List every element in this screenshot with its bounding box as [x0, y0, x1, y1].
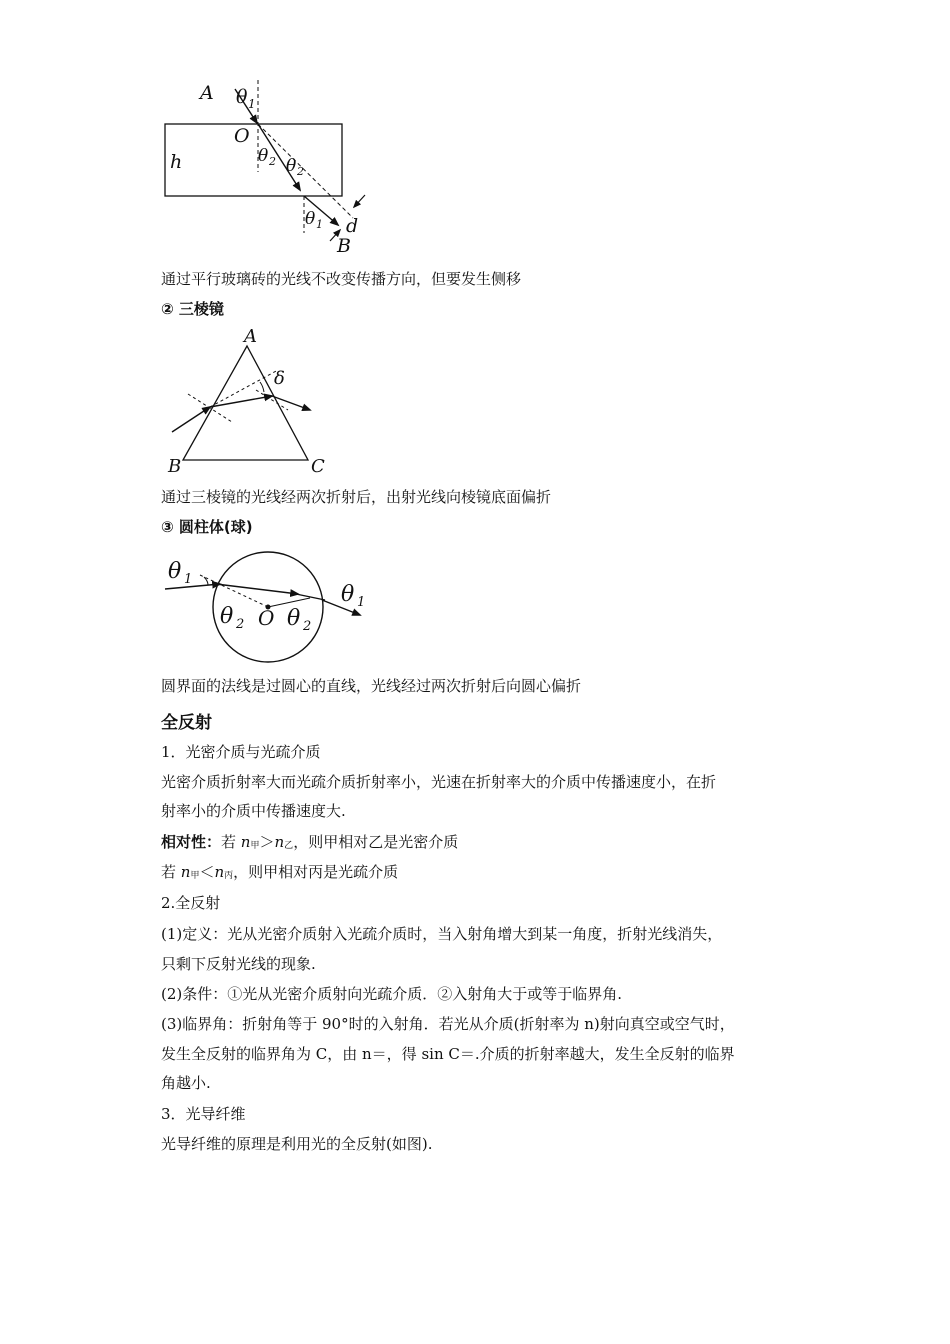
label-A: A: [200, 82, 214, 104]
label-theta1: θ: [236, 86, 248, 108]
heading-total-reflection: 全反射: [161, 713, 212, 733]
def-line2: 只剩下反射光线的现象.: [161, 955, 316, 973]
label-theta1-b: θ: [305, 209, 316, 229]
condition-line: (2)条件：①光从光密介质射向光疏介质．②入射角大于或等于临界角.: [161, 985, 623, 1003]
svg-text:2: 2: [297, 165, 304, 178]
label-s-theta2-a: θ: [220, 604, 234, 629]
prism-inside: [210, 396, 272, 407]
label-s-theta1-b: θ: [341, 582, 355, 607]
svg-text:1: 1: [184, 572, 193, 587]
prism-incident: [172, 407, 210, 432]
def-line1: (1)定义：光从光密介质射入光疏介质时，当入射角增大到某一角度，折射光线消失，: [161, 925, 723, 943]
label-s-O: O: [258, 606, 275, 630]
section-sphere-title: ③ 圆柱体(球): [161, 518, 253, 536]
caption-sphere: 圆界面的法线是过圆心的直线，光线经过两次折射后向圆心偏折: [161, 677, 582, 695]
prism-figure: [160, 322, 340, 478]
parallel-slab-figure: [150, 75, 380, 260]
label-d: d: [346, 215, 359, 237]
label-prism-C: C: [311, 456, 325, 477]
svg-text:1: 1: [248, 97, 256, 111]
p1-title: 1．光密介质与光疏介质: [161, 743, 321, 761]
svg-text:2: 2: [269, 155, 276, 168]
critical-line3: 角越小.: [161, 1074, 211, 1092]
critical-line1: (3)临界角：折射角等于 90°时的入射角．若光从介质(折射率为 n)射向真空或空气时，: [161, 1015, 735, 1033]
sphere-figure: [160, 545, 375, 667]
relativity-line1: 相对性：若 n甲＞n乙，则甲相对乙是光密介质: [161, 833, 459, 851]
p3-title: 3．光导纤维: [161, 1105, 246, 1123]
caption-prism: 通过三棱镜的光线经两次折射后，出射光线向棱镜底面偏折: [161, 488, 552, 506]
p1-line2: 射率小的介质中传播速度大.: [161, 802, 346, 820]
label-s-theta1: θ: [168, 559, 182, 584]
label-prism-A: A: [244, 326, 257, 347]
label-B: B: [337, 235, 351, 257]
label-theta2-a: θ: [258, 146, 269, 166]
label-theta2-b: θ: [286, 156, 297, 176]
sphere-incident: [165, 584, 220, 589]
svg-text:2: 2: [236, 617, 245, 632]
svg-text:1: 1: [357, 595, 366, 610]
sphere-inside: [216, 584, 298, 594]
relativity-label: 相对性：: [161, 833, 222, 851]
p1-line1: 光密介质折射率大而光疏介质折射率小，光速在折射率大的介质中传播速度小，在折: [161, 773, 717, 791]
svg-text:2: 2: [303, 619, 312, 634]
label-s-theta2-b: θ: [287, 606, 301, 631]
label-prism-B: B: [168, 456, 182, 477]
critical-line2: 发生全反射的临界角为 C，由 n＝，得 sin C＝.介质的折射率越大，发生全反射的临界: [161, 1045, 735, 1063]
svg-text:1: 1: [316, 218, 323, 231]
relativity-line2: 若 n甲＜n丙，则甲相对丙是光疏介质: [161, 863, 399, 881]
section-prism-title: ② 三棱镜: [161, 300, 224, 318]
label-h: h: [170, 151, 183, 173]
caption-slab: 通过平行玻璃砖的光线不改变传播方向，但要发生侧移: [161, 270, 522, 288]
p3-line1: 光导纤维的原理是利用光的全反射(如图).: [161, 1135, 433, 1153]
extended-ray: [258, 124, 353, 218]
label-O: O: [234, 125, 250, 147]
p2-title: 2.全反射: [161, 894, 221, 912]
label-delta: δ: [274, 368, 285, 389]
slab-rect: [165, 124, 342, 196]
